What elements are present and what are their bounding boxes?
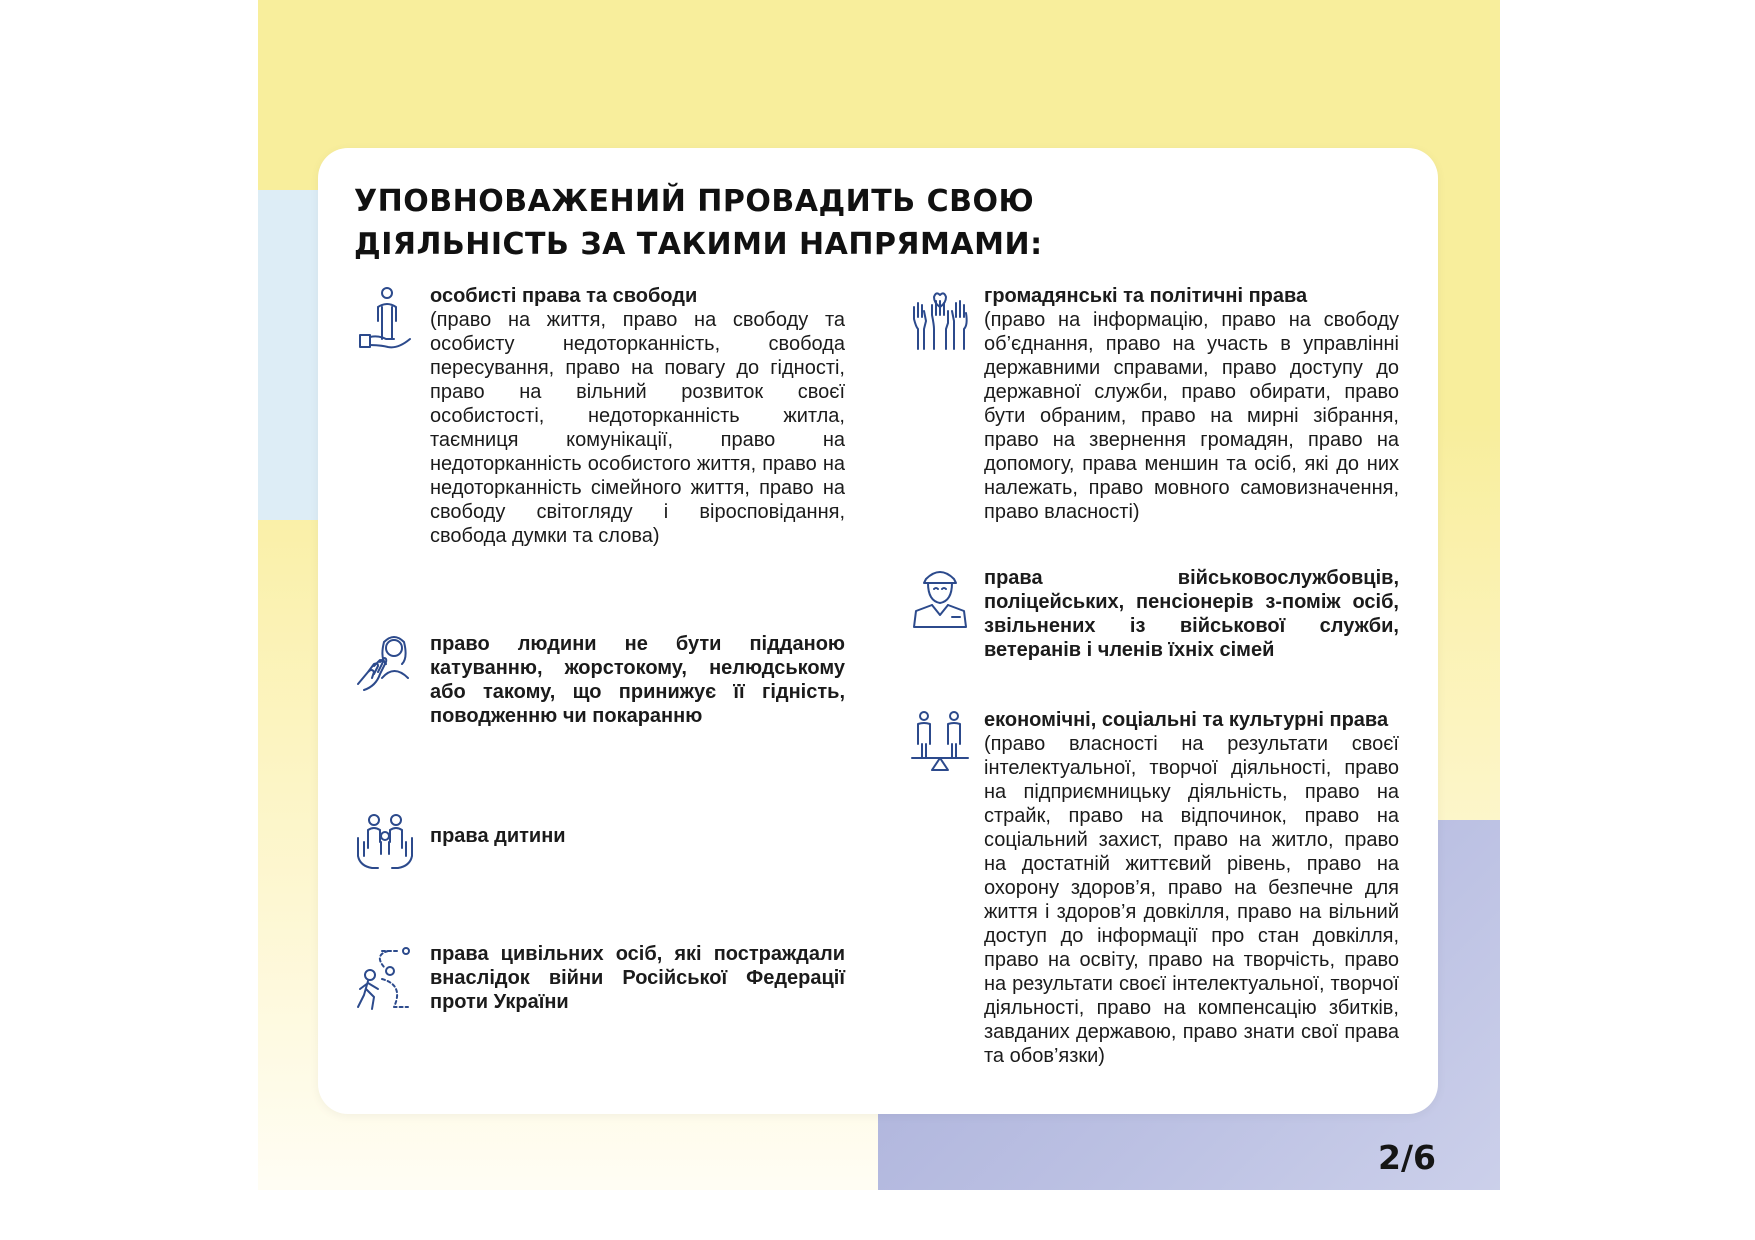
item-title: громадянські та політичні права xyxy=(984,285,1308,307)
person-in-hand-icon xyxy=(354,285,414,355)
item-description: (право на інформацію, право на свободу об’єднання, право на участь в управлінні державними справами, право доступу до державної служби, право обирати, право бути обраним, право на мирні зібрання, право на звернення громадян, право на допомогу, права меншин та осіб, які до них належать, право мовного самовизначення, право власності) xyxy=(984,309,1399,523)
raised-hands-icon xyxy=(910,287,970,357)
item-title: права дитини xyxy=(430,825,566,847)
item-title: право людини не бути підданою катуванню, жорстокому, нелюдському або такому, що принижує її гідність, поводженню чи покаранню xyxy=(430,633,845,727)
title-line-1: УПОВНОВАЖЕНИЙ ПРОВАДИТЬ СВОЮ xyxy=(354,184,1035,219)
item-title: права цивільних осіб, які постраждали внаслідок війни Російської Федерації проти України xyxy=(430,943,845,1013)
item-title: економічні, соціальні та культурні права xyxy=(984,709,1389,731)
item-description: (право на життя, право на свободу та особисту недоторканність, свобода пересування, право на повагу до гідності, право на вільний розвиток своєї особистості, недоторканність житла, таємниця комунікації, право на недоторканність особистого життя, право на недоторканність сімейного життя, право на свободу світогляду і віросповідання, свобода думки та слова) xyxy=(430,309,845,547)
title-line-2: ДІЯЛЬНІСТЬ ЗА ТАКИМИ НАПРЯМАМИ: xyxy=(354,227,1043,262)
protect-person-icon xyxy=(354,628,414,698)
item-title: права військовослужбовців, поліцейських, пенсіонерів з-поміж осіб, звільнених із військової служби, ветеранів і членів їхніх сімей xyxy=(984,567,1399,661)
page-title xyxy=(354,180,1043,266)
family-in-hands-icon xyxy=(354,808,414,878)
balance-people-icon xyxy=(910,710,970,780)
soldier-icon xyxy=(910,565,970,635)
item-description: (право власності на результати своєї інтелектуальної, творчої діяльності, право на підприємницьку діяльність, право на страйк, право на відпочинок, право на соціальний захист, право на житло, право на достатній життєвий рівень, право на охорону здоров’я, право на безпечне для життя і здоров’я довкілля, право на вільний доступ до інформації про стан довкілля, право на освіту, право на творчість, право на результати своєї інтелектуальної, творчої діяльності, право на компенсацію збитків, завданих державою, право знати свої права та обов’язки) xyxy=(984,733,1399,1067)
displaced-person-icon xyxy=(354,945,414,1015)
item-title: особисті права та свободи xyxy=(430,285,698,307)
page-number: 2/6 xyxy=(1378,1138,1436,1177)
